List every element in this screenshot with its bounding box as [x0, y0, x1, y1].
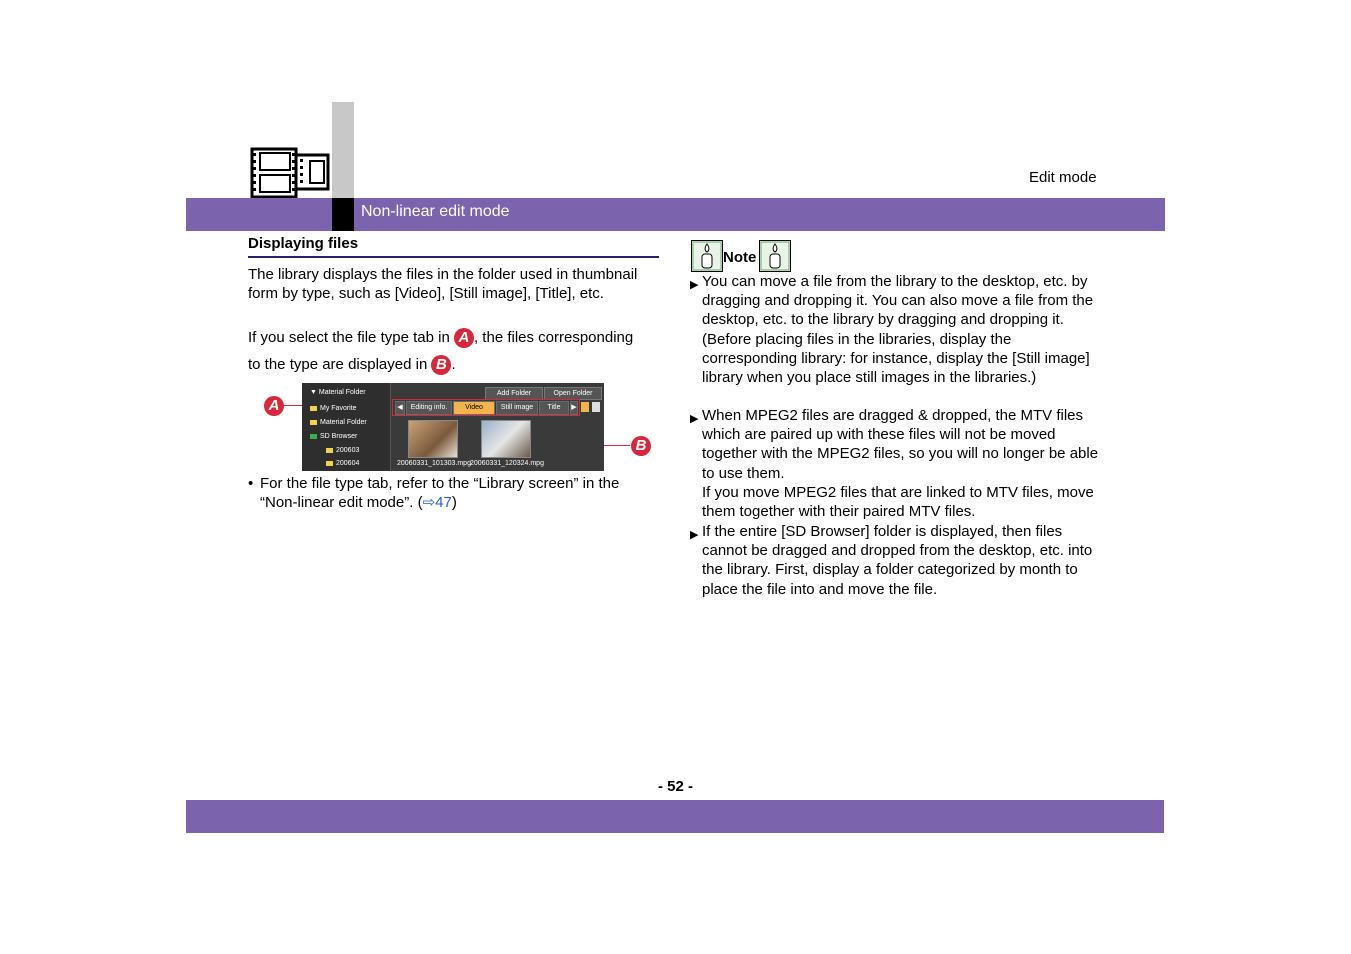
- library-folder-pane: [302, 383, 391, 471]
- heading-rule: [248, 256, 659, 258]
- tab-text-1: If you select the file type tab in: [248, 329, 450, 346]
- folder-icon: [326, 461, 333, 466]
- arrow-right-icon: ⇨: [422, 494, 436, 511]
- section-title: Non-linear edit mode: [361, 203, 510, 220]
- note-candle-icon: [759, 240, 791, 272]
- triangle-right-icon: ▶: [690, 413, 699, 425]
- folder-icon: [326, 448, 333, 453]
- bullet-end: ): [451, 494, 457, 511]
- bullet-text: For the file type tab, refer to the “Library screen” in the “Non-linear edit mode”. (: [260, 475, 620, 511]
- mode-label: Edit mode: [1029, 169, 1097, 186]
- callout-a-badge: A: [454, 328, 474, 348]
- folder-item: 200604: [326, 460, 359, 467]
- tab-text-2: , the files corresponding: [473, 329, 634, 346]
- list-view-icon: [592, 402, 600, 412]
- header-gray-bar: [332, 102, 354, 198]
- tab-left-arrow-icon: ◀: [395, 401, 405, 415]
- tab-paragraph-line1: [248, 328, 668, 348]
- callout-b-badge: B: [431, 355, 451, 375]
- note-title: Note: [723, 249, 757, 266]
- note-candle-icon: [691, 240, 723, 272]
- video-thumbnail: [408, 420, 458, 458]
- header-black-bar: [332, 198, 354, 231]
- bullet-paragraph: [260, 474, 660, 512]
- callout-a-marker: A: [264, 396, 284, 416]
- folder-item: 200603: [326, 447, 359, 454]
- bullet-marker: •: [248, 475, 254, 492]
- video-thumbnail: [481, 420, 531, 458]
- folder-icon: [310, 434, 317, 439]
- library-screenshot: [302, 383, 604, 471]
- footer-band: [186, 800, 1164, 833]
- tab-paragraph-line2: [248, 355, 668, 375]
- folder-icon: [310, 420, 317, 425]
- page-number: - 52 -: [657, 778, 693, 795]
- view-toggle-icon: [581, 402, 589, 412]
- folder-item: My Favorite: [310, 405, 357, 412]
- page-link[interactable]: ⇨47: [422, 494, 452, 511]
- tab-highlight-box: [392, 399, 580, 416]
- tab-video: Video: [453, 401, 495, 415]
- triangle-right-icon: ▶: [690, 529, 699, 541]
- folder-icon: [310, 406, 317, 411]
- thumbnail-caption: 20060331_101303.mpg: [397, 460, 471, 467]
- section-heading: Displaying files: [248, 235, 359, 252]
- tab-still-image: Still image: [496, 401, 538, 415]
- folder-item: SD Browser: [310, 433, 357, 440]
- folder-header: ▼ Material Folder: [310, 389, 366, 396]
- tab-text-4: .: [451, 356, 456, 373]
- film-strip-icon: [248, 145, 332, 199]
- intro-paragraph: The library displays the files in the folder used in thumbnail form by type, such as [Video], [Still image], [Title], etc.: [248, 266, 638, 302]
- open-folder-button: Open Folder: [544, 387, 602, 400]
- triangle-right-icon: ▶: [690, 279, 699, 291]
- thumbnail-caption: 20060331_120324.mpg: [470, 460, 544, 467]
- tab-right-arrow-icon: ▶: [570, 401, 578, 415]
- tab-title: Title: [539, 401, 569, 415]
- add-folder-button: Add Folder: [485, 387, 543, 400]
- tab-editing-info: Editing info.: [406, 401, 452, 415]
- callout-b-line: [604, 445, 630, 446]
- callout-b-marker: B: [631, 436, 651, 456]
- folder-item: Material Folder: [310, 419, 367, 426]
- tab-text-3: to the type are displayed in: [248, 356, 428, 373]
